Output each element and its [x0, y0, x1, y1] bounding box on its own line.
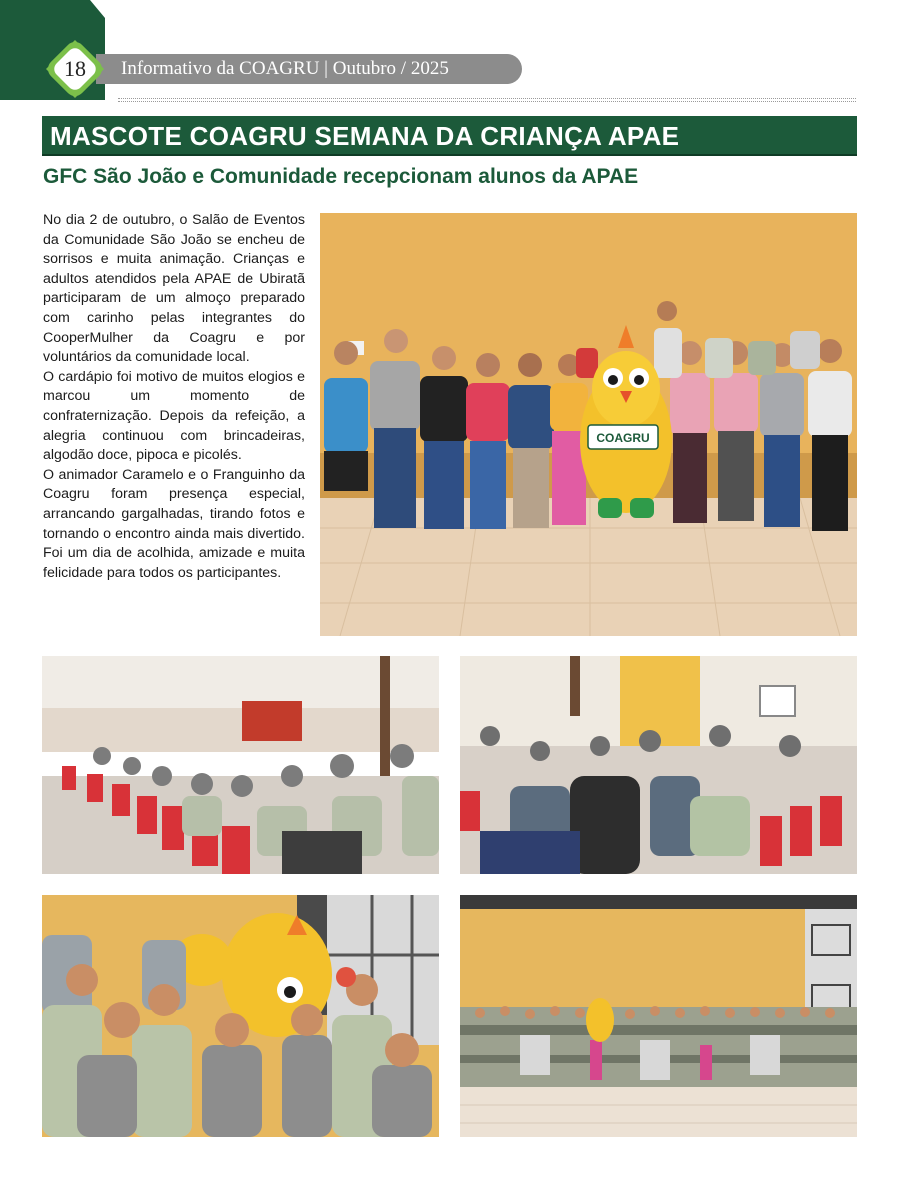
- photo-group-with-mascot: [320, 213, 857, 636]
- article-title: MASCOTE COAGRU SEMANA DA CRIANÇA APAE: [50, 121, 680, 151]
- paragraph: O cardápio foi motivo de muitos elogios e marcou um momento de confraternização. Depois da refeição, a alegria continuou com brincadeiras, algodão doce, pipoca e picolés.: [43, 368, 305, 464]
- paragraph: No dia 2 de outubro, o Salão de Eventos da Comunidade São João se encheu de sorrisos e muita animação. Crianças e adultos atendidos pela APAE de Ubiratã participaram de um almoço preparado com carinho pelas integrantes do CooperMulher da Coagru e por voluntários da comunidade local.: [43, 212, 305, 366]
- page-number: 18: [64, 56, 86, 81]
- article-body: [43, 211, 305, 583]
- photo-dining-hall-right: [460, 656, 857, 874]
- photo-dining-hall-left: [42, 656, 439, 874]
- article-subtitle: GFC São João e Comunidade recepcionam alunos da APAE: [43, 165, 639, 188]
- photo-kids-with-mascot: [42, 895, 439, 1137]
- mascot-sign-text: COAGRU: [596, 431, 650, 445]
- photo-large-group: [460, 895, 857, 1137]
- header-divider: [118, 98, 856, 102]
- paragraph: O animador Caramelo e o Franguinho da Coagru foram presença especial, arrancando gargalhadas, tirando fotos e tornando o encontro ainda mais divertido. Foi um dia de acolhida, amizade e muita felicidade para todos os participantes.: [43, 466, 305, 581]
- publication-title: Informativo da COAGRU | Outubro / 2025: [121, 58, 449, 79]
